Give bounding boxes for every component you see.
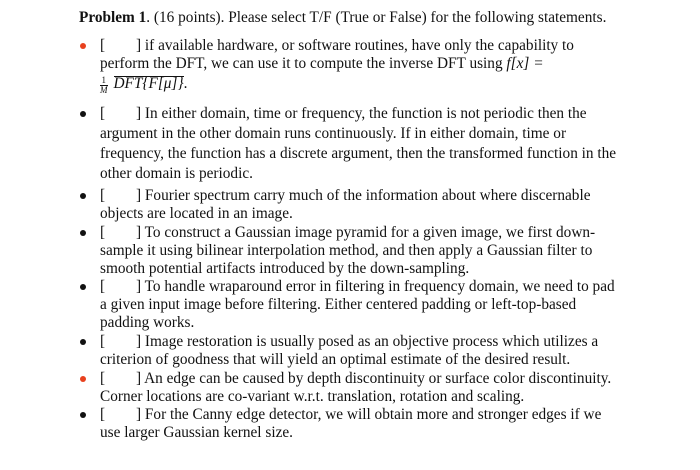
math-expression <box>114 75 184 93</box>
problem-instructions: . (16 points). Please select T/F (True or False) for the following statements. <box>146 9 607 26</box>
problem-title: Problem 1 <box>79 9 147 26</box>
statement-4-line-3: smooth potential artifacts introduced by the down-sampling. <box>100 260 470 277</box>
statement-2-line-1 <box>100 105 587 123</box>
bullet-icon <box>80 224 87 242</box>
answer-bracket[interactable]: [ <box>100 370 106 387</box>
statement-7-line-2: Corner locations are co-variant w.r.t. translation, rotation and scaling. <box>100 388 525 405</box>
statement-6-line-2: criterion of goodness that will yield an optimal estimate of the desired result. <box>100 351 571 368</box>
statement-3-line-1 <box>100 187 591 205</box>
answer-bracket[interactable]: [ <box>100 37 106 54</box>
bullet-icon <box>80 187 87 205</box>
statement-4-line-2: sample it using bilinear interpolation method, and then apply a Gaussian filter to <box>100 242 593 259</box>
answer-bracket[interactable]: [ <box>100 224 106 241</box>
bullet-icon <box>80 370 87 388</box>
bullet-icon <box>80 333 87 351</box>
statement-8-line-1 <box>100 406 601 424</box>
bullet-icon <box>80 105 87 123</box>
answer-bracket[interactable]: [ <box>100 278 106 295</box>
statement-1-line-2 <box>100 55 544 73</box>
statement-1-line-3 <box>100 75 187 94</box>
bracket-close: ] <box>136 37 142 54</box>
dft-expression: DFT{F[μ]} <box>113 75 184 93</box>
statement-text: ] To handle wraparound error in filtering in frequency domain, we need to pad <box>136 278 615 295</box>
statement-2-line-2: argument in the other domain runs continuously. If in either domain, time or <box>100 125 567 142</box>
answer-bracket[interactable]: [ <box>100 406 106 423</box>
statement-text: ] An edge can be caused by depth discontinuity or surface color discontinuity. <box>136 370 612 387</box>
statement-text: ] Fourier spectrum carry much of the information about where discernable <box>136 187 591 204</box>
bullet-icon <box>80 406 87 424</box>
statement-5-line-3: padding works. <box>100 314 195 331</box>
statement-text: ] Image restoration is usually posed as an objective process which utilizes a <box>136 333 599 350</box>
statement-text: . <box>183 75 188 93</box>
statement-3-line-2: objects are located in an image. <box>100 205 293 222</box>
math-expression: f[x] = <box>506 55 544 72</box>
statement-text: if available hardware, or software routines, have only the capability to <box>141 37 574 54</box>
statement-text: ] To construct a Gaussian image pyramid for a given image, we first down- <box>136 224 596 241</box>
statement-5-line-2: a given input image before filtering. Either centered padding or left-top-based <box>100 296 577 313</box>
statement-4-line-1 <box>100 224 595 242</box>
statement-2-line-4: other domain is periodic. <box>100 165 253 182</box>
fraction-denominator: M <box>100 85 108 95</box>
statement-8-line-2: use larger Gaussian kernel size. <box>100 424 293 441</box>
statement-text: ] For the Canny edge detector, we will obtain more and stronger edges if we <box>136 406 602 423</box>
answer-bracket[interactable]: [ <box>100 187 106 204</box>
fraction-numerator: 1 <box>101 75 106 85</box>
statement-text: ] In either domain, time or frequency, the function is not periodic then the <box>136 105 587 122</box>
statement-text: perform the DFT, we can use it to compute the inverse DFT using <box>100 55 507 72</box>
statement-2-line-3: frequency, the function has a discrete argument, then the transformed function in the <box>100 145 617 162</box>
answer-bracket[interactable]: [ <box>100 333 106 350</box>
problem-header <box>79 9 606 27</box>
answer-bracket[interactable]: [ <box>100 105 106 122</box>
fraction <box>100 76 108 95</box>
statement-6-line-1 <box>100 333 598 351</box>
statement-7-line-1 <box>100 370 611 388</box>
statement-5-line-1 <box>100 278 615 296</box>
bullet-icon <box>80 278 87 296</box>
statement-1-line-1 <box>100 37 574 55</box>
bullet-icon <box>80 37 87 55</box>
